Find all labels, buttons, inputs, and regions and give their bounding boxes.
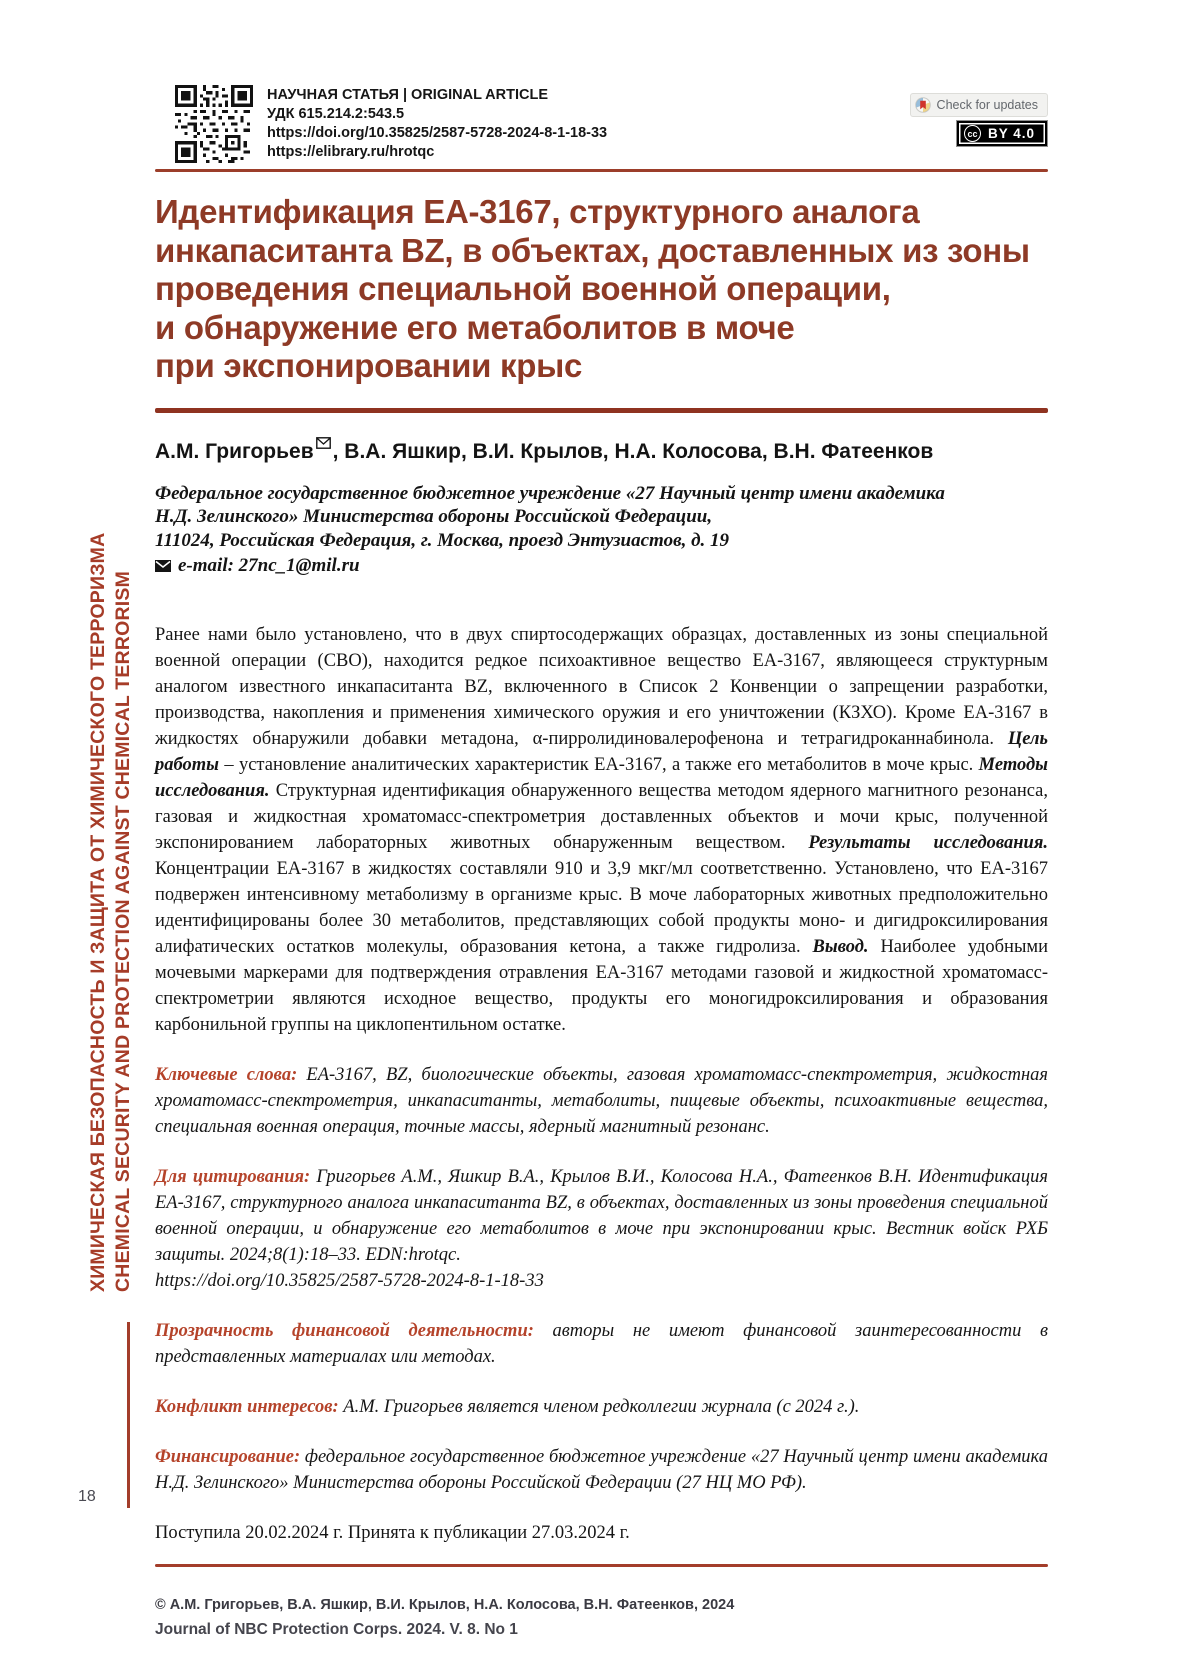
check-for-updates-label: Check for updates: [936, 98, 1038, 112]
affiliation-line: Н.Д. Зелинского» Министерства обороны Российской Федерации,: [155, 506, 713, 527]
corresponding-author-email-icon: [316, 431, 331, 455]
footer-divider: [155, 1564, 1048, 1567]
citation-paragraph: Для цитирования: Григорьев А.М., Яшкир В.А., Крылов В.И., Колосова Н.А., Фатеенков В.Н. Идентификация EA-3167, структурного аналога инкапаситанта BZ, в объектах, доставленных из зоны проведения специальной военной операции, и обнаружение его метаболитов в моче при экспонировании крыс. Вестник войск РХБ защиты. 2024;8(1):18–33. EDN:hrotqc. https://doi.org/10.35825/2587-5728-2024-8-1-18-33: [155, 1166, 1048, 1291]
article-footer: [155, 1597, 1048, 1639]
sidebar-divider: [127, 1322, 130, 1508]
title-line: и обнаружение его метаболитов в моче: [155, 308, 795, 346]
header-divider: [155, 169, 1048, 172]
journal-line: Journal of NBC Protection Corps. 2024. V. 8. No 1: [155, 1620, 518, 1638]
article-title: [155, 193, 1048, 386]
check-for-updates-button[interactable]: [910, 93, 1048, 117]
title-line: при экспонировании крыс: [155, 347, 583, 384]
authors-line: [155, 440, 1048, 464]
financial-transparency-paragraph: Прозрачность финансовой деятельности: авторы не имеют финансовой заинтересованности в представленных материалах или методах.: [155, 1320, 1048, 1367]
email-label: e-mail: 27nc_1@mil.ru: [178, 555, 360, 576]
page-number: 18: [78, 1488, 96, 1505]
abstract-paragraph: Ранее нами было установлено, что в двух спиртосодержащих образцах, доставленных из зоны специальной военной операции (СВО), находится редкое психоактивное вещество EA-3167, являющееся структурным аналогом известного инкапаситанта BZ, включенного в Список 2 Конвенции о запрещении разработки, производства, накопления и применения химического оружия и его уничтожении (КЗХО). Кроме EA-3167 в жидкостях обнаружили добавки метадона, α-пирролидиновалерофенона и тетрагидроканнабинола. Цель работы – установление аналитических характеристик EA-3167, а также его метаболитов в моче крыс. Методы исследования. Структурная идентификация обнаруженного вещества методом ядерного магнитного резонанса, газовая и жидкостная хроматомасс-спектрометрия доставленных объектов и мочи крыс, полученной экспонированием лабораторных животных обнаруженным веществом. Результаты исследования. Концентрации EA-3167 в жидкостях составляли 910 и 3,9 мкг/мл соответственно. Установлено, что EA-3167 подвержен интенсивному метаболизму в организме крыс. В моче лабораторных животных предположительно идентифицированы более 30 метаболитов, представляющих собой продукты моно- и дигидроксилирования алифатических остатков молекулы, образования кетона, а также гидролиза. Вывод. Наиболее удобными мочевыми маркерами для подтверждения отравления EA-3167 методами газовой и жидкостной хроматомасс-спектрометрии являются исходное вещество, продукты его моногидроксилирования и образования карбонильной группы на циклопентильном остатке.: [155, 624, 1048, 1035]
title-line: проведения специальной военной операции,: [155, 270, 891, 307]
conflict-of-interest-paragraph: Конфликт интересов: А.М. Григорьев является членом редколлегии журнала (с 2024 г.).: [155, 1396, 860, 1417]
coauthors: , В.А. Яшкир, В.И. Крылов, Н.А. Колосова, В.Н. Фатеенков: [332, 439, 934, 463]
sidebar-section-title-en: CHEMICAL SECURITY AND PROTECTION AGAINST CHEMICAL TERRORISM: [111, 570, 134, 1292]
title-divider: [155, 408, 1048, 413]
keywords-paragraph: Ключевые слова: EA-3167, BZ, биологические объекты, газовая хроматомасс-спектрометрия, жидкостная хроматомасс-спектрометрия, инкапаситанты, метаболиты, пищевые объекты, психоактивные вещества, специальная военная операция, точные массы, ядерный магнитный резонанс.: [155, 1064, 1048, 1137]
cc-license-badge[interactable]: [956, 120, 1048, 147]
elibrary-link[interactable]: https://elibrary.ru/hrotqc: [267, 144, 435, 160]
doi-link[interactable]: https://doi.org/10.35825/2587-5728-2024-8-1-18-33: [267, 125, 608, 141]
received-dates: Поступила 20.02.2024 г. Принята к публикации 27.03.2024 г.: [155, 1522, 630, 1543]
envelope-icon: [155, 560, 171, 572]
cc-license-label: BY 4.0: [987, 126, 1035, 141]
affiliation-line: 111024, Российская Федерация, г. Москва, проезд Энтузиастов, д. 19: [155, 529, 729, 551]
crossmark-icon: [915, 97, 931, 113]
title-line: инкапаситанта BZ, в объектах, доставленных из зоны: [155, 231, 1030, 269]
email-link[interactable]: [155, 554, 1048, 578]
udk-label: УДК 615.214.2:543.5: [267, 106, 405, 122]
qr-code: [175, 85, 253, 163]
affiliation-line: Федеральное государственное бюджетное учреждение «27 Научный центр имени академика: [155, 482, 945, 504]
article-header: [155, 85, 1048, 169]
article-type-label: НАУЧНАЯ СТАТЬЯ | ORIGINAL ARTICLE: [267, 87, 549, 103]
sidebar-section-title-ru: ХИМИЧЕСКАЯ БЕЗОПАСНОСТЬ И ЗАЩИТА ОТ ХИМИЧЕСКОГО ТЕРРОРИЗМА: [87, 532, 109, 1292]
title-line: Идентификация EA-3167, структурного аналога: [155, 193, 920, 230]
affiliation-block: [155, 482, 1048, 578]
corresponding-author: А.М. Григорьев: [155, 439, 314, 463]
copyright-line: © А.М. Григорьев, В.А. Яшкир, В.И. Крылов, Н.А. Колосова, В.Н. Фатеенков, 2024: [155, 1596, 735, 1613]
cc-icon: cc: [964, 125, 981, 142]
funding-paragraph: Финансирование: федеральное государственное бюджетное учреждение «27 Научный центр имени академика Н.Д. Зелинского» Министерства обороны Российской Федерации (27 НЦ МО РФ).: [155, 1446, 1048, 1493]
